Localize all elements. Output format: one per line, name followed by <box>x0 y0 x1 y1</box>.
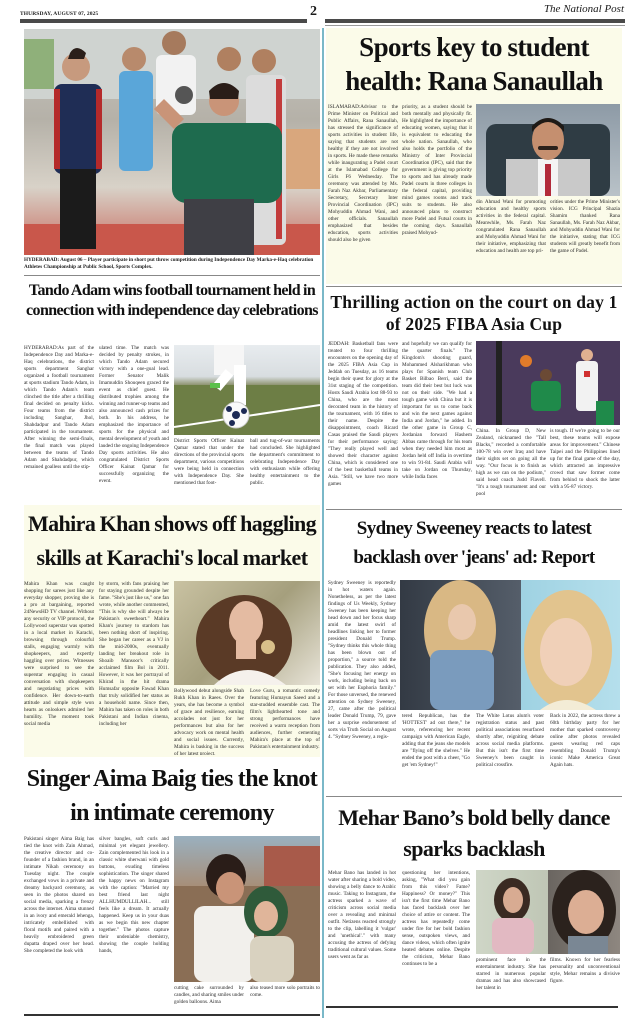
article-aima <box>24 760 320 1012</box>
article-column: cutting cake surrounded by candles, and sharing smiles under golden balloons. Aima <box>174 985 244 1005</box>
article-column: orities under the Prime Minister's vision. ICG Principal Shazia Shamim thanked Rana Sanaullah, Ms. Farah Naz Akbar, and Mohyuddin Ahmad Wani for the initiative, stating that ICG students will greatly benefit from the game of Padel. <box>550 199 620 254</box>
article-column: China. In Group D, New Zealand, nicknamed the "Tall Blacks," recorded a comfortable 100-78 win over Iraq and have their sights set on going all the way. "Our focus is to finish as high as we can on the podium," said head coach Judd Flavell. "It's a tough tournament and our pool <box>476 428 546 497</box>
article-column: Bollywood debut alongside Shah Rukh Khan in Raees. Over the years, she has become a symbol of grace and resilience, earning accolades not just for her performances but also for her advocacy work on mental health and social issues. Currently, Mahira is basking in the success of her latest project, <box>174 688 244 755</box>
headline-sports-key: Sports key to student health: Rana Sanaullah <box>345 32 603 96</box>
masthead-rule <box>325 25 625 26</box>
article-mehar <box>326 800 622 1004</box>
article-column: prominent face in the entertainment industry. She has starred in numerous popular dramas and has also showcased her talent in <box>476 957 546 991</box>
article-column: by storm, with fans praising her for staying grounded despite her fame. "She's just like us," one fan wrote, while another commented, "This is why she will always be Pakistan's sweetheart." Mahira Khan's journey to stardom has been nothing short of inspiring. She began her career as a VJ in the mid-2000s, eventually landing her breakout role in Shoaib Mansoor's critically acclaimed film Bol in 2011. However, it was her portrayal of Khirad in the hit drama Humsafar opposite Fawad Khan that truly solidified her status as a household name. Since then, Mahira has taken on roles in both Pakistani and Indian cinema, including her <box>99 581 169 727</box>
mehar-bano-photo <box>476 870 620 954</box>
headline-tando-adam: Tando Adam wins football tournament held in connection with independence day celebrations <box>26 282 318 319</box>
article-tando-adam <box>24 279 320 501</box>
article-column: ulated time. The match was decided by penalty strokes, in which Tando Adam secured victory with a one-goal lead. Former Senator Malik Imamuddin Shouqeen graced the event as chief guest. He distributed trophies among the winning and runner-up teams and also announced cash prizes for both. In his address, he emphasized the importance of sports for the physical and mental development of youth and lauded the ongoing Independence Day sports activities. He also congratulated District Sports Officer Kainat Qamar for successfully organizing the event. <box>99 345 169 484</box>
aima-baig-wedding-photo <box>174 836 320 982</box>
masthead-bar-left <box>20 19 307 23</box>
article-column: films. Known for her fearless personality and unconventional style, Mehar remains a divisive figure. <box>550 957 620 984</box>
shot-put-caption: HYDERABAD: August 06 – Player participate in short put throw competition during Independence Day Marka-e-Haq celebration Athletes Championship at Public School, Sports Complex. <box>24 257 314 270</box>
article-column: ISLAMABAD:Advisor to the Prime Minister on Political and Public Affairs, Rana Sanaullah, has stressed the significance of sports activities in student life, saying that students are not healthy if they are not involved in sports. He made these remarks while inaugurating a Padel court at the Islamabad College for Girls F6 Wednesday. The ceremony was attended by Ms. Farah Naz Akbar, Parliamentary Secretary, Secretary Inter Provincial Coordination (IPC) Mohyuddin Ahmad Wani, and other officials. Sanaullah emphasized that besides education, sports activities should also be given <box>328 104 398 243</box>
article-column: Love Guru, a romantic comedy featuring Humayun Saeed and a star-studded ensemble cast. The film's lighthearted tone and strong performances have received a warm reception from audiences, further cementing Mahira's place at the top of Pakistan's entertainment industry. <box>250 688 320 750</box>
column-divider <box>322 28 324 1018</box>
section-rule <box>24 1014 320 1016</box>
football-photo <box>174 345 320 435</box>
article-column: Mehar Bano has landed in hot water after sharing a bold video, showing a belly dance to Arabic music. Taking to Instagram, the actress sparked a wave of criticism across social media over a revealing and minimal outfit. Netizens reacted strongly to the clip, labelling it 'vulgar' and 'unethical'." with many accusing the actress of defying traditional cultural values. Some users went as far as <box>328 870 396 960</box>
article-mahira <box>24 505 320 757</box>
article-column: JEDDAH: Basketball fans were treated to four thrilling encounters on the opening day of the 2025 FIBA Asia Cup in Jeddah on Tuesday, as 16 teams begin their quest for glory at the 31st staging of the competition. Hosts Saudi Arabia lost 88-93 to China, who are the most decorated team in the history of the tournament, with 16 titles to their name. Despite the disappointment, coach Ricard Casas praised the Saudi players for their performance saying: "They really played well and showed their character against China, which is considered one of the best basketball teams in Asia. "Still, we have two more games <box>328 341 398 487</box>
section-rule <box>326 286 622 287</box>
headline-aima: Singer Aima Baig ties the knot in intimate ceremony <box>26 766 318 826</box>
shot-put-photo <box>24 29 320 255</box>
article-column: is tough. If we're going to be our best, these teams will expose areas for improvement." Chinese Taipei and the Philippines lined up for the final game of the day, which attracted an impressive crowd that saw former come from behind to shock the latter with a 95-87 victory. <box>550 428 620 490</box>
article-column: District Sports Officer Kainat Qamar stated that under the directions of the provincial sports department, various competitions were being held in connection with Independence Day. She mentioned that foot- <box>174 438 244 486</box>
article-column: HYDERABAD:As part of the Independence Day and Marka-e-Haq celebrations, the district sports department Sanghar organized a football tournament at sports stadium Tando Adam, in which Tando Adam's team clinched the title after a thrilling final decided on penalty kicks. Four teams from the district including Sanghar, Jhol, Shahdadpur and Tando Adam participated in the tournament. After winning the semi-finals, the final match was played between the teams of Tando Adam and Shahdadpur, which remained goalless until the stip- <box>24 345 94 470</box>
masthead-bar-right <box>325 19 625 23</box>
headline-sweeney: Sydney Sweeney reacts to latest backlash over 'jeans' ad: Report <box>353 518 595 568</box>
article-column: and hopefully we can qualify for the quarter finals." The Kingdom's shooting guard, Mohammed Alsharikhman who plays for Spanish team Club Basket Bilbao Berri, said the team did their best but luck was not on their side. "We had a tough game with China but it is important for us to come back and win the next games against India and Jordan," he added. In the other game in Group C, Jordanian forward Hashem Abbas came through for his team when they needed him most as Jordan held off India in overtime to win 91-84. Saudi Arabia will take on Jordan on Thursday, while India faces <box>402 341 472 480</box>
basketball-photo <box>476 341 620 425</box>
article-column: questioning her intentions, asking, "What did you gain from this video? Fame? Happiness? Or money?" This isn't the first time Mehar Bano has faced backlash over her choice of attire or content. The actress has repeatedly come under fire for her bold fashion sense, outspoken views, and dance videos, which often ignite heated debates online. Despite the criticism, Mehar Bano continues to be a <box>402 870 470 967</box>
article-column: Mahira Khan was caught shopping for sarees just like any everyday shopper, proving she is a pro at bargaining, reported 24NewsHD TV channel. Without any security or VIP protocol, the Lollywood superstar was spotted in a local market in Karachi, browsing through colourful stalls, engaging warmly with shopkeepers, and expertly haggling over prices. Witnesses were surprised to see the superstar engaging in casual conversation with shopkeepers and negotiating prices with confidence. Her down-to-earth attitude and simple style won hearts as onlookers admired her humility. The moment took social media <box>24 581 94 727</box>
article-column: tered Republican, has the 'HOTTEST' ad out there," he wrote, referencing her recent campaign with American Eagle, adding that the jeans she models are "flying off the shelves." He ended the post with a cheer, "Go get 'em Sydney!" <box>402 713 470 768</box>
masthead <box>0 0 644 26</box>
headline-mahira: Mahira Khan shows off haggling skills at Karachi's local market <box>27 511 317 570</box>
paper-name: The National Post <box>543 3 624 15</box>
section-rule <box>326 796 622 797</box>
article-column: din Ahmad Wani for promoting education and healthy sports activities in the federal capital. Meanwhile, Ms. Farah Naz congratulated Rana Sanaullah and Mohyuddin Ahmad Wani for their initiative, emphasizing that education and health are top pri- <box>476 199 546 254</box>
headline-mehar: Mehar Bano’s bold belly dance sparks backlash <box>338 805 610 861</box>
section-rule <box>326 509 622 510</box>
headline-fiba: Thrilling action on the court on day 1 of 2025 FIBA Asia Cup <box>330 292 618 334</box>
article-column: silver bangles, soft curls and minimal yet elegant jewellery. Zain complemented his look in a classic white sherwani with gold buttons, exuding timeless sophistication. The singer shared the happy news on Instagram with the caption: "Married my best friend last night ALLHUMDULLILAH... still feels like a dream. It actually happened. Keep us in your duas as we begin this new chapter together." The photos capture their undeniable chemistry, showing the couple holding hands, <box>99 836 169 954</box>
article-column: also teased more solo portraits to come. <box>250 985 320 998</box>
page-number: 2 <box>310 4 317 19</box>
section-rule <box>24 275 320 276</box>
article-column: priority, as a student should be both mentally and physically fit. He highlighted the importance of educating women, saying that it is equivalent to educating the whole nation. Sanaullah, who also holds the portfolio of the Ministry of Inter Provincial Coordination (IPC), said that the government is giving top priority to sports and has already made Padel courts in three colleges in the federal capital, providing mind games rooms and track suits to students. He also announced plans to construct more Padel and Futsal courts in the coming days. Sanaullah praised Mohyud- <box>402 104 472 236</box>
rana-sanaullah-photo <box>476 104 620 196</box>
article-sweeney <box>326 512 622 794</box>
article-fiba <box>326 289 622 507</box>
section-rule <box>326 1006 618 1008</box>
article-column: Sydney Sweeney is reportedly in hot waters again. Nonetheless, as per the latest findings of Us Weekly, Sydney Sweeney has been keeping her head down and her focus sharp amid the latest swirl of headlines linking her to former president Donald Trump. "Sydney thinks this whole thing has been blown out of proportion," a source told the publication. They also added, "She's focusing her energy on work, including being back on set with her Euphoria family." For those unversed, the renewed attention on Sydney Sweeney, 27, came after the political leader Donald Trump, 79, gave her a surprise endorsement of sorts via Truth Social on August 4. "Sydney Sweeney, a regis- <box>328 580 396 740</box>
article-column: ball and tug-of-war tournaments had concluded. She highlighted the department's commitment to celebrating Independence Day with enthusiasm while offering healthy entertainment to the public. <box>250 438 320 486</box>
mahira-khan-photo <box>174 581 320 685</box>
sydney-sweeney-photo <box>400 580 620 710</box>
issue-date: THURSDAY, AUGUST 07, 2025 <box>20 11 99 17</box>
article-column: Back in 2022, the actress threw a 60th birthday party for her mother that sparked controversy online after photos revealed guests wearing red caps resembling Donald Trump's iconic Make America Great Again hats. <box>550 713 620 768</box>
article-sports-key <box>326 28 622 284</box>
article-column: The White Lotus alum's voter registration status and past political associations resurfaced shortly after, reigniting debate across social media platforms. But this isn't the first time Sweeney's been caught in political crossfire. <box>476 713 544 768</box>
article-column: Pakistani singer Aima Baig has tied the knot with Zain Ahmad, the creative director and co-founder of a fashion brand, in an intimate Nikah ceremony on Tuesday night. The couple exchanged vows in a private and dreamy backyard ceremony, as seen in the photos shared on social media, sparking a frenzy across the internet. Aima stunned in an ivory and emerald lehenga, intricately embellished with floral motifs and paired with a heavily embroidered green dupatta draped over her head. She completed the look with <box>24 836 94 954</box>
